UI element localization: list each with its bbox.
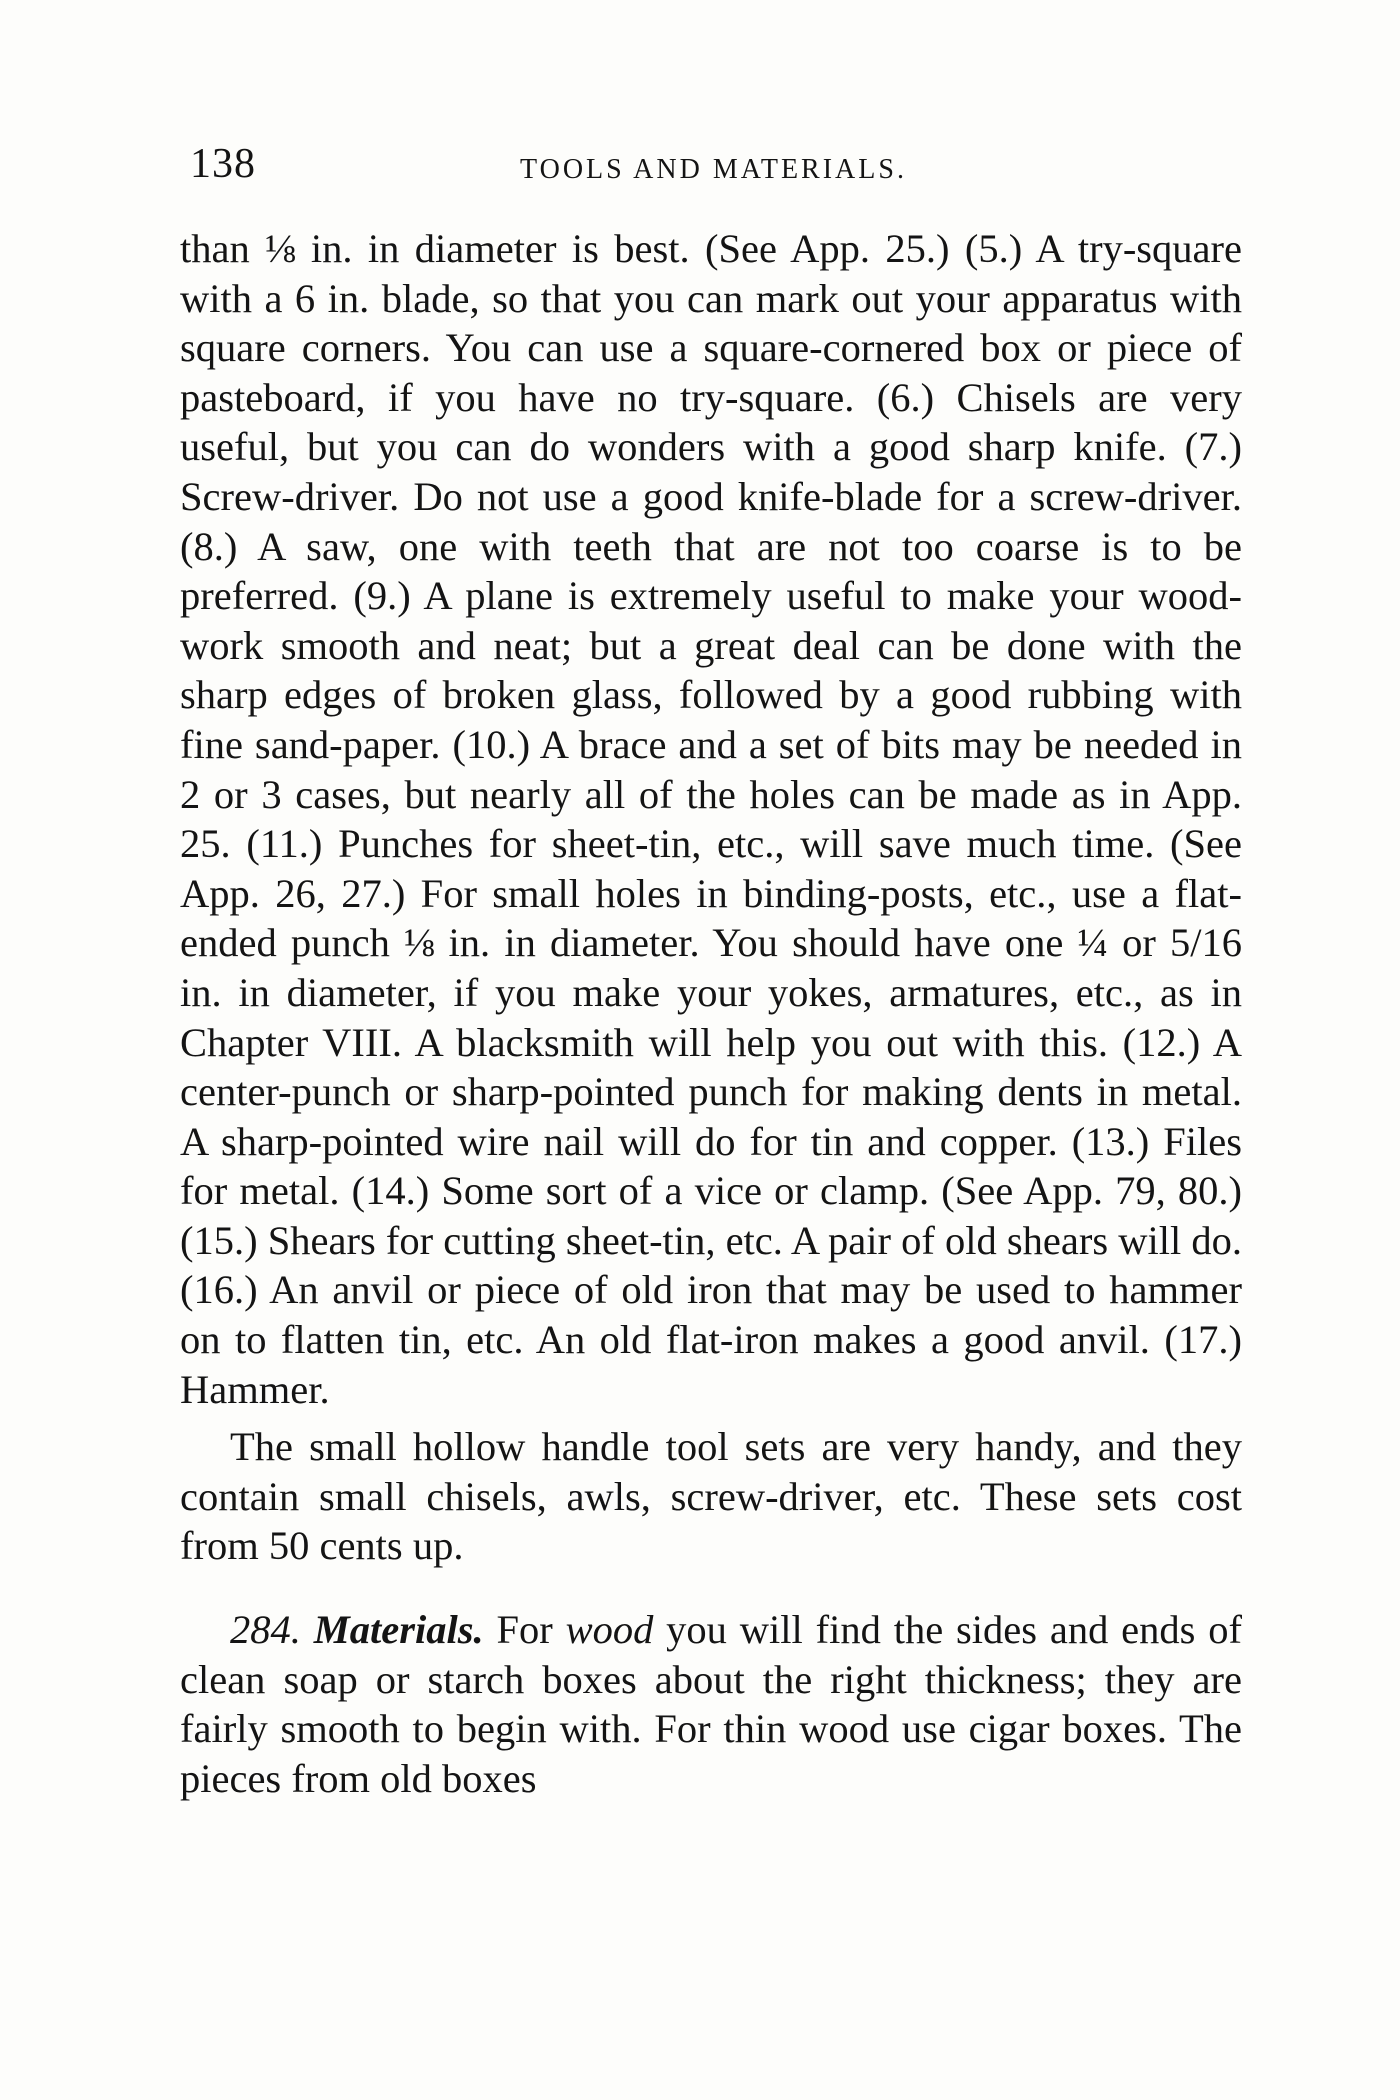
running-head: TOOLS AND MATERIALS. [520,154,907,185]
section-number: 284. [230,1607,301,1653]
page-header [190,140,1250,200]
paragraph-tool-sets: The small hollow handle tool sets are very handy, and they contain small chisels, awls, screw-driver, etc. These sets cost from 50 cents up. [180,1424,1242,1569]
materials-text-after: you will find the sides and ends of clean soap or starch boxes about the right thickness; they are fairly smooth to begin with. For thin wood use cigar boxes. The pieces from old boxes [180,1607,1242,1801]
paragraph-materials [180,1605,1242,1803]
body-text [180,224,1242,1803]
section-title: Materials. [313,1607,484,1653]
page-number: 138 [190,141,256,187]
paragraph-tools-list: than ⅛ in. in diameter is best. (See App. 25.) (5.) A try-square with a 6 in. blade, so that you can mark out your apparatus with square corners. You can use a square-cornered box or piece of pasteboard, if you have no try-square. (6.) Chisels are very useful, but you can do wonders with a good sharp knife. (7.) Screw-driver. Do not use a good knife-blade for a screw-driver. (8.) A saw, one with teeth that are not too coarse is to be preferred. (9.) A plane is extremely useful to make your wood-work smooth and neat; but a great deal can be done with the sharp edges of broken glass, followed by a good rubbing with fine sand-paper. (10.) A brace and a set of bits may be needed in 2 or 3 cases, but nearly all of the holes can be made as in App. 25. (11.) Punches for sheet-tin, etc., will save much time. (See App. 26, 27.) For small holes in binding-posts, etc., use a flat-ended punch ⅛ in. in diameter. You should have one ¼ or 5/16 in. in diameter, if you make your yokes, armatures, etc., as in Chapter VIII. A blacksmith will help you out with this. (12.) A center-punch or sharp-pointed punch for making dents in metal. A sharp-pointed wire nail will do for tin and copper. (13.) Files for metal. (14.) Some sort of a vice or clamp. (See App. 79, 80.) (15.) Shears for cutting sheet-tin, etc. A pair of old shears will do. (16.) An anvil or piece of old iron that may be used to hammer on to flatten tin, etc. An old flat-iron makes a good anvil. (17.) Hammer. [180,226,1242,1412]
materials-emphasis: wood [565,1607,654,1653]
materials-text-before: For [496,1607,553,1653]
